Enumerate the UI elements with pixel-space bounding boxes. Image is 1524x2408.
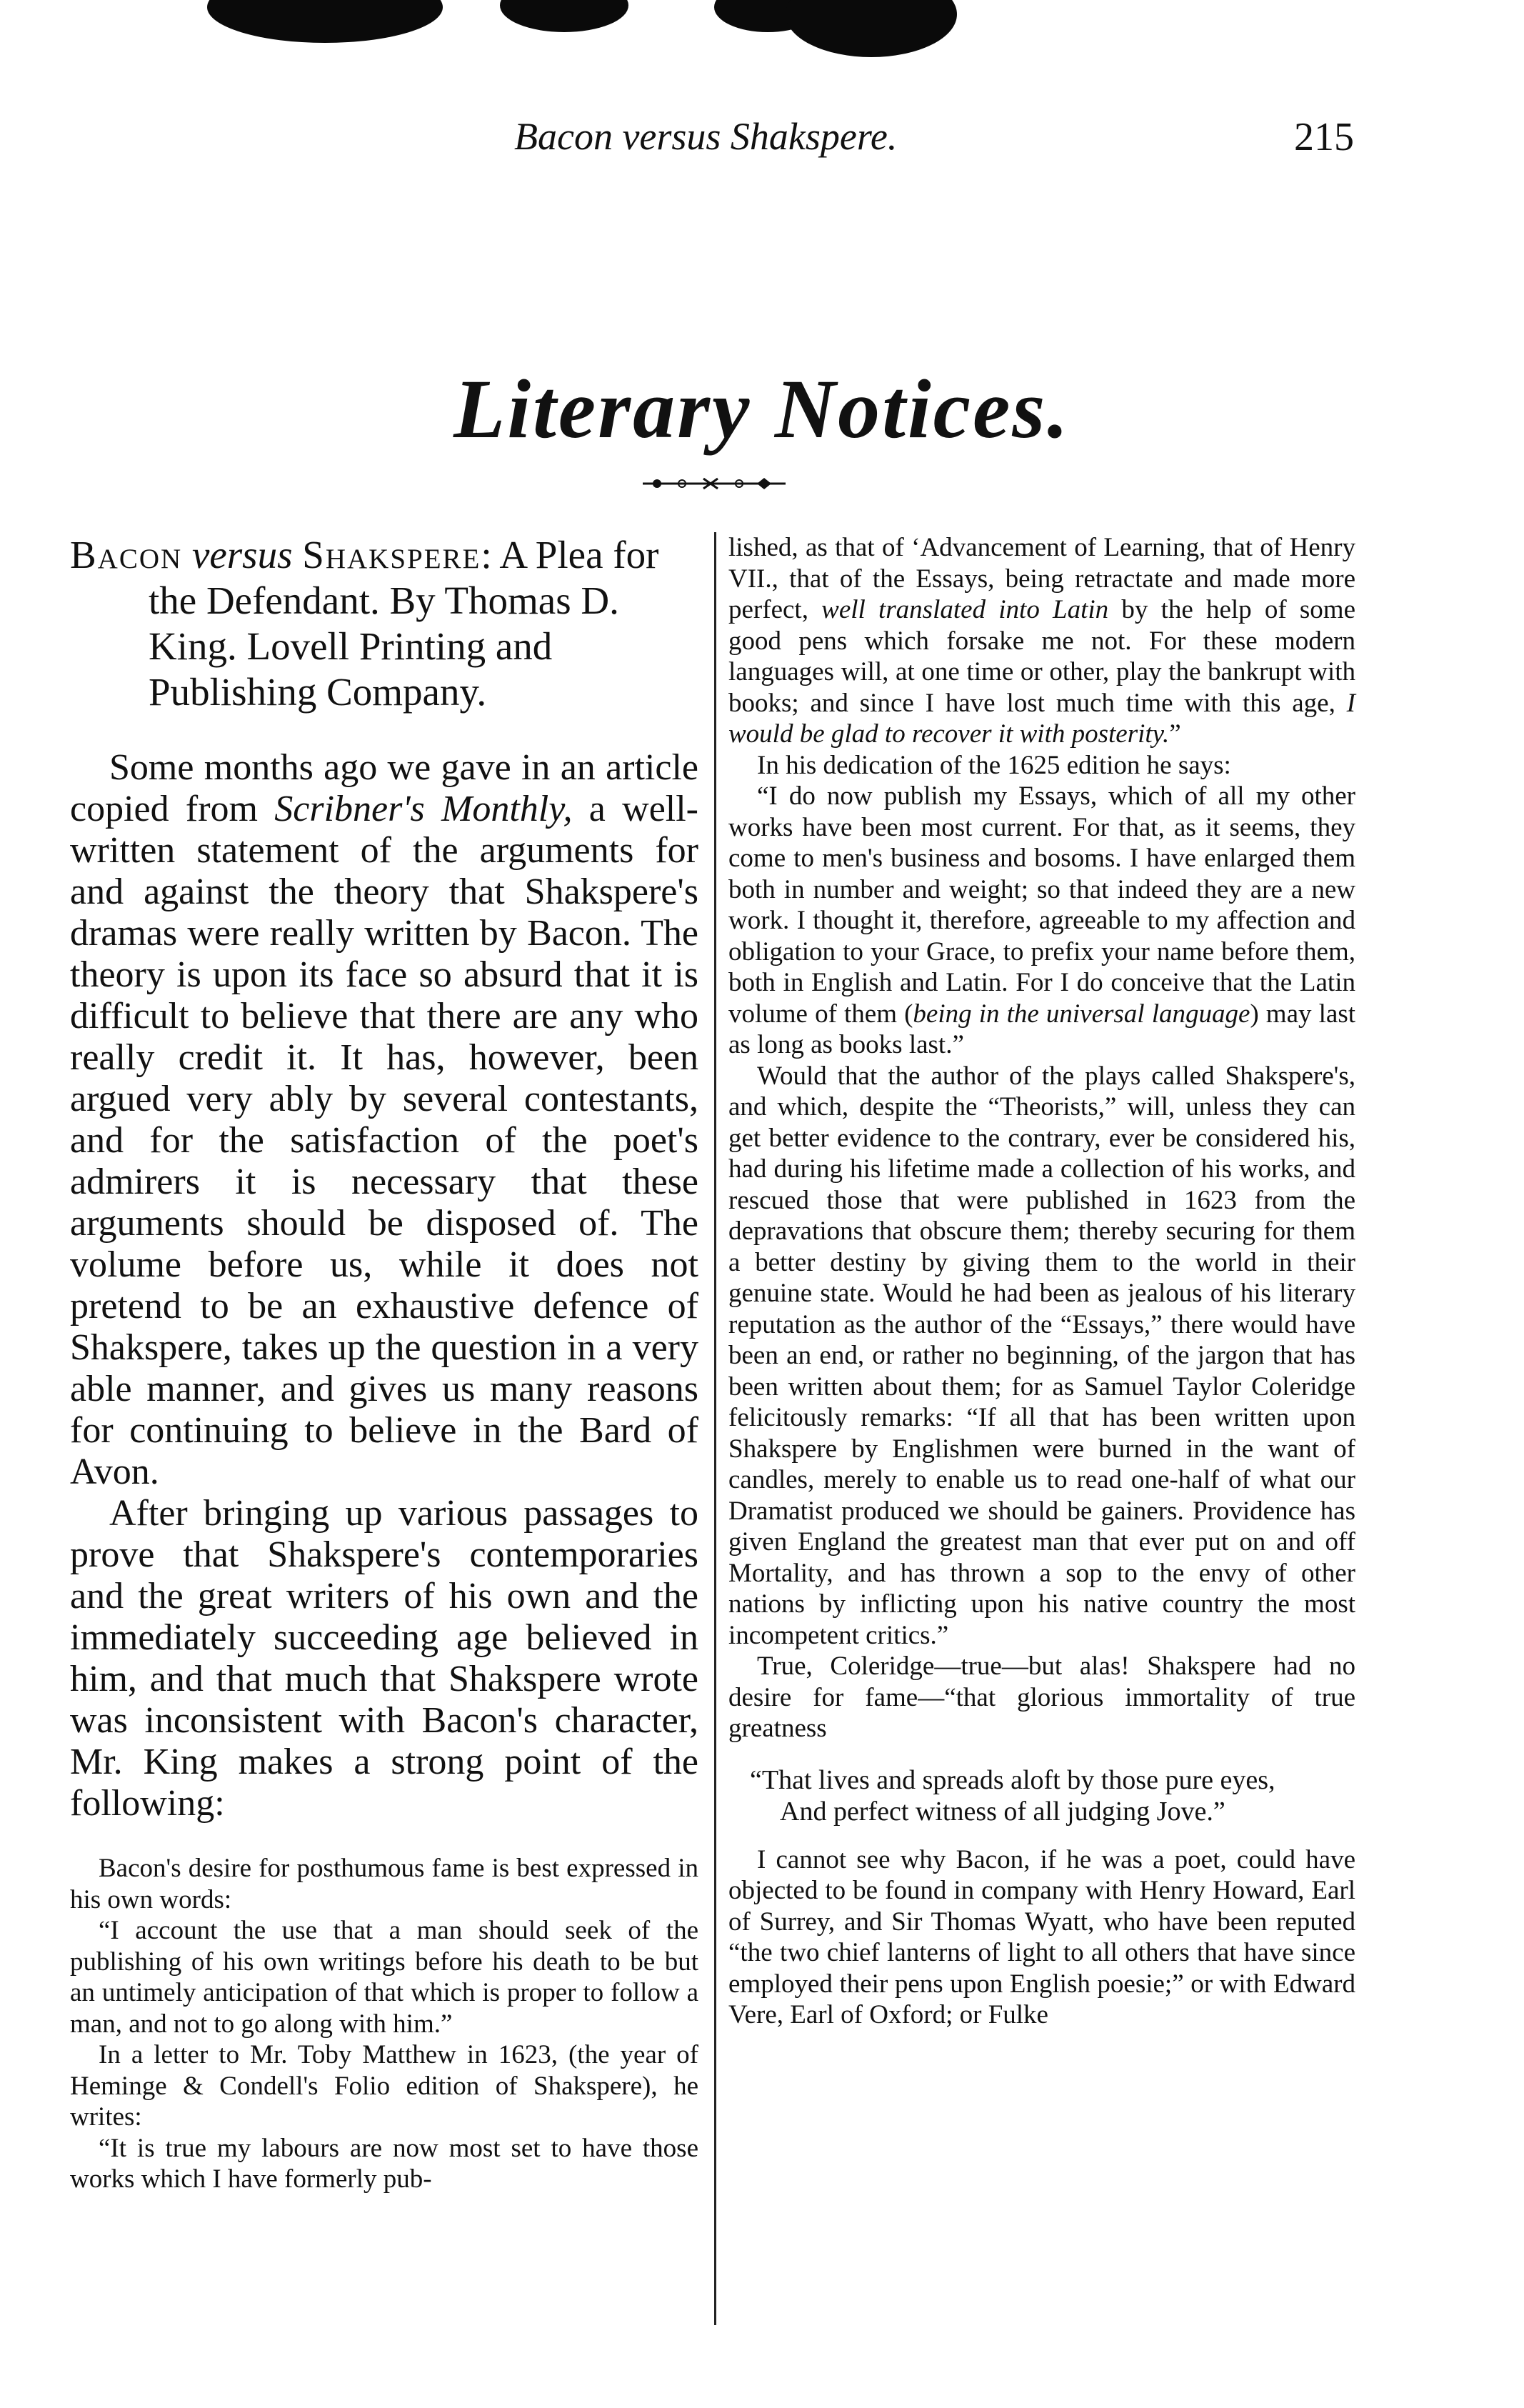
heading-author: Bacon [70, 533, 183, 576]
quote-paragraph: In his dedication of the 1625 edition he says: [757, 750, 1231, 780]
text-run: lished, as that of ‘Advancement of Learning, that of Henry VII., that of the Essays, being retractate and made more perfect, [728, 533, 1355, 624]
verse-quote [750, 1764, 1355, 1827]
left-column [70, 532, 698, 2195]
italic-run: Scribner's Monthly, [274, 789, 573, 829]
ink-blot [207, 0, 443, 43]
verse-line: And perfect witness of all judging Jove.” [780, 1796, 1225, 1827]
running-head-title: Bacon versus Shakspere. [514, 115, 898, 158]
paragraph: Would that the author of the plays called Shakspere's, and which, despite the “Theorists,” will, unless they can get better evidence to the contrary, ever be considered his, had during his lifetime made a collection of his works, and rescued those that were published in 1623 from the depravations that obscure them; thereby securing for them a better destiny by giving them to the world in their genuine state. Would he had been as jealous of his literary reputation as the author of the “Essays,” there would have been an end, or rather no beginning, of the jargon that has been written about them; for as Samuel Taylor Coleridge felicitously remarks: “If all that has been written upon Shakspere by Englishmen were burned in the want of candles, merely to enable us to read one-half of what our Dramatist produced we should be gainers. Providence has given England the greatest man that ever put on and off Mortality, and has thrown a sop to the envy of other nations by inflicting upon his native country the most incompetent critics.” [728, 1061, 1355, 1650]
text-run: a well-written statement of the arguments for and against the theory that Shakspere's dramas were really written by Bacon. The theory is upon its face so absurd that it is difficult to believe that there are any who really credit it. It has, however, been argued very ably by several contestants, and for the satisfaction of the poet's admirers it is necessary that these arguments should be disposed of. The volume before us, while it does not pretend to be an exhaustive defence of Shakspere, takes up the question in a very able manner, and gives us many reasons for continuing to believe in the Bard of Avon. [70, 789, 698, 1492]
quote-paragraph: “It is true my labours are now most set to have those works which I have formerly pub- [70, 2133, 698, 2194]
quote-paragraph: Bacon's desire for posthumous fame is best expressed in his own words: [70, 1854, 698, 1914]
heading-versus: versus [191, 533, 293, 576]
ink-blot [786, 0, 957, 57]
running-head [0, 114, 1524, 171]
verse-line: “That lives and spreads aloft by those pure eyes, [750, 1764, 1275, 1795]
ink-blot [500, 0, 628, 32]
text-run: ” [1169, 719, 1181, 749]
text-run: by the help of some good pens which forsake me not. For these modern languages will, at one time or other, play the bankrupt with books; and since I have lost much time with this age, [728, 595, 1355, 718]
quote-paragraph [728, 781, 1355, 1061]
quote-paragraph: “I account the use that a man should seek of the publishing of his own writings before his death to be but an untimely anticipation of that which is proper to follow a man, and not to go along with him.” [70, 1916, 698, 2039]
right-column [728, 532, 1355, 2031]
quote-paragraph [728, 532, 1355, 750]
heading-rest: : A Plea for the Defendant. By Thomas D. King. Lovell Printing and Publishing Company. [149, 533, 659, 714]
text-run: “I do now publish my Essays, which of all my other works have been most current. For that, as it seems, they come to men's business and bosoms. I have enlarged them both in number and weight; so that indeed they are a new work. I thought it, therefore, agreeable to my affection and obligation to your Grace, to prefix your name before them, both in English and Latin. For I do conceive that the Latin volume of them ( [728, 781, 1355, 1029]
quote-paragraph: In a letter to Mr. Toby Matthew in 1623, (the year of Heminge & Condell's Folio edition of Shakspere), he writes: [70, 2040, 698, 2132]
review-heading [70, 532, 698, 715]
section-title: Literary Notices. [453, 362, 1071, 456]
heading-subject: Shakspere [302, 533, 481, 576]
text-run: ) may last as long as books last.” [728, 999, 1355, 1059]
italic-run: being in the universal language [913, 999, 1250, 1029]
italic-run: well translated into Latin [821, 595, 1109, 624]
text-run: Some months ago we gave in an article copied from [70, 747, 698, 829]
column-rule [714, 532, 716, 2325]
paragraph: True, Coleridge—true—but alas! Shakspere had no desire for fame—“that glorious immortality of true greatness [728, 1652, 1355, 1743]
page-number: 215 [1294, 115, 1354, 159]
paragraph: After bringing up various passages to prove that Shakspere's contemporaries and the great writers of his own and the immediately succeeding age believed in him, and that much that Shakspere wrote was inconsistent with Bacon's character, Mr. King makes a strong point of the following: [70, 1493, 698, 1824]
italic-run: I would be glad to recover it with posterity. [728, 688, 1355, 749]
paragraph: I cannot see why Bacon, if he was a poet, could have objected to be found in company with Henry Howard, Earl of Surrey, and Sir Thomas Wyatt, who have been reputed “the two chief lanterns of light to all others that have since employed their pens upon English poesie;” or with Edward Vere, Earl of Oxford; or Fulke [728, 1844, 1355, 2029]
ornament-divider [636, 473, 793, 494]
paragraph [70, 747, 698, 1493]
